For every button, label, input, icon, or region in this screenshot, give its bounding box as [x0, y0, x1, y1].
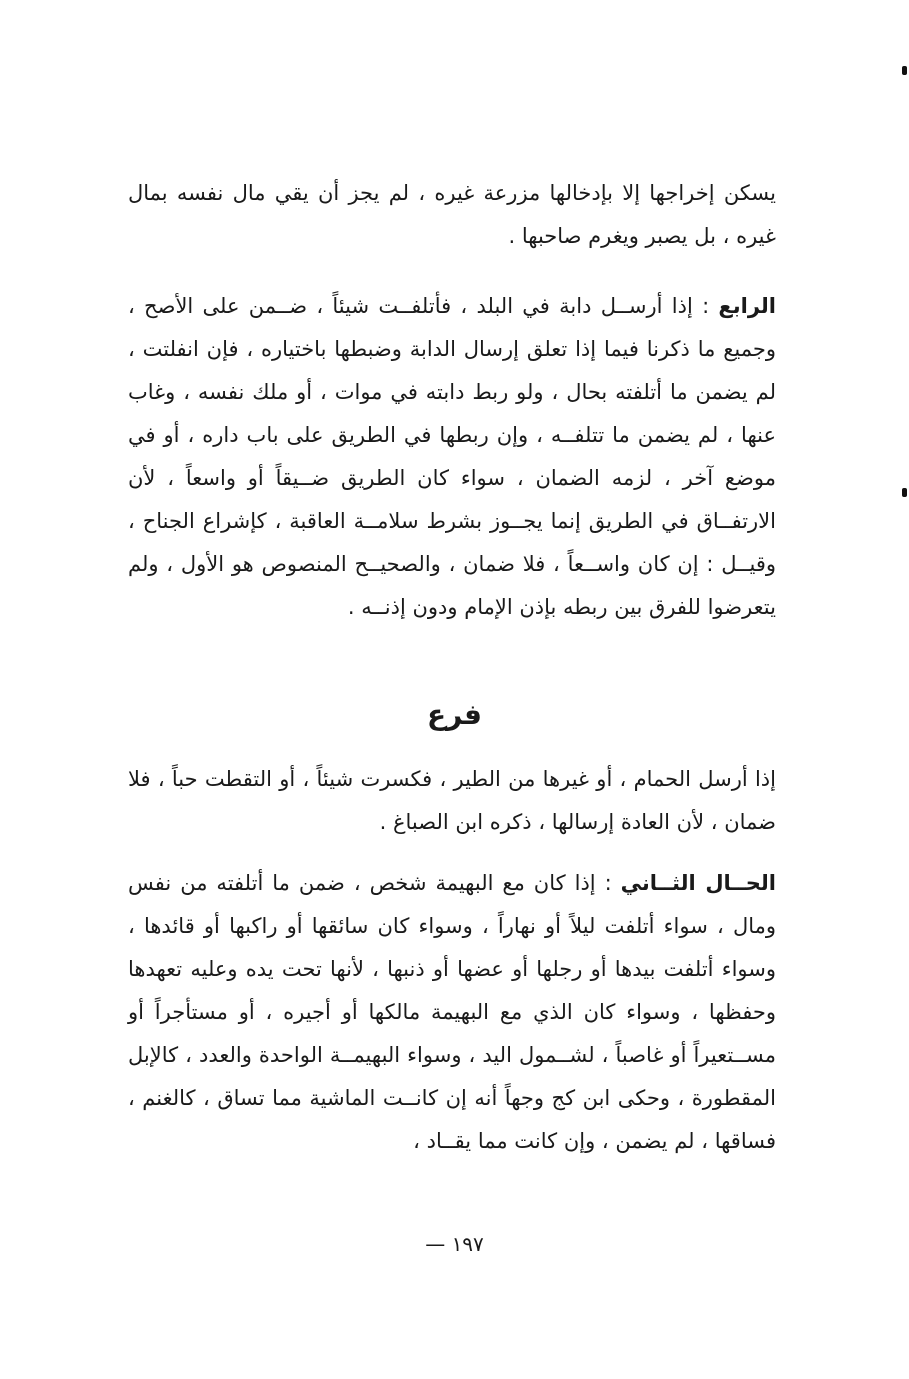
- paragraph-continuation: [128, 172, 776, 258]
- margin-mark-top: [902, 66, 907, 75]
- paragraph-second-state: [128, 862, 776, 1163]
- paragraph-branch: [128, 758, 776, 844]
- page-number: ١٩٧ —: [425, 1232, 484, 1256]
- paragraph-3-text: إذا أرسل الحمام ، أو غيرها من الطير ، فكسرت شيئاً ، أو التقطت حباً ، فلا ضمان ، لأن العادة إرسالها ، ذكره ابن الصباغ .: [128, 767, 776, 834]
- paragraph-4-lead: الحــال الثــاني: [620, 871, 776, 895]
- paragraph-2: [128, 285, 776, 629]
- paragraph-2-text: : إذا أرســل دابة في البلد ، فأتلفــت شيئاً ، ضــمن على الأصح ، وجميع ما ذكرنا فيما إذا تعلق إرسال الدابة وضبطها باختياره ، فإن انفلتت ، لم يضمن ما أتلفته بحال ، ولو ربط دابته في موات ، أو ملك نفسه ، وغاب عنها ، لم يضمن ما تتلفــه ، وإن ربطها في الطريق على باب داره ، أو في موضع آخر ، لزمه الضمان ، سواء كان الطريق ضــيقاً أو واسعاً ، لأن الارتفــاق في الطريق إنما يجــوز بشرط سلامــة العاقبة ، كإشراع الجناح ، وقيــل : إن كان واســعاً ، فلا ضمان ، والصحيــح المنصوص هو الأول ، ولم يتعرضوا للفرق بين ربطه بإذن الإمام ودون إذنــه .: [128, 294, 776, 619]
- paragraph-4: [128, 862, 776, 1163]
- paragraph-fourth-case: [128, 285, 776, 629]
- paragraph-1-text: يسكن إخراجها إلا بإدخالها مزرعة غيره ، لم يجز أن يقي مال نفسه بمال غيره ، بل يصبر ويغرم صاحبها .: [128, 181, 776, 248]
- paragraph-4-text: : إذا كان مع البهيمة شخص ، ضمن ما أتلفته من نفس ومال ، سواء أتلفت ليلاً أو نهاراً ، وسواء كان سائقها أو راكبها أو قائدها ، وسواء أتلفت بيدها أو رجلها أو عضها أو ذنبها ، لأنها تحت يده وعليه تعهدها وحفظها ، وسواء كان الذي مع البهيمة مالكها أو أجيره ، أو مستأجراً أو مســتعيراً أو غاصباً ، لشــمول اليد ، وسواء البهيمــة الواحدة والعدد ، كالإبل المقطورة ، وحكى ابن كج وجهاً أنه إن كانــت الماشية مما تساق ، كالغنم ، فساقها ، لم يضمن ، وإن كانت مما يقــاد ،: [128, 871, 776, 1153]
- paragraph-2-lead: الرابع: [718, 294, 776, 318]
- margin-mark-middle: [902, 488, 907, 497]
- section-heading: فرع: [427, 698, 482, 731]
